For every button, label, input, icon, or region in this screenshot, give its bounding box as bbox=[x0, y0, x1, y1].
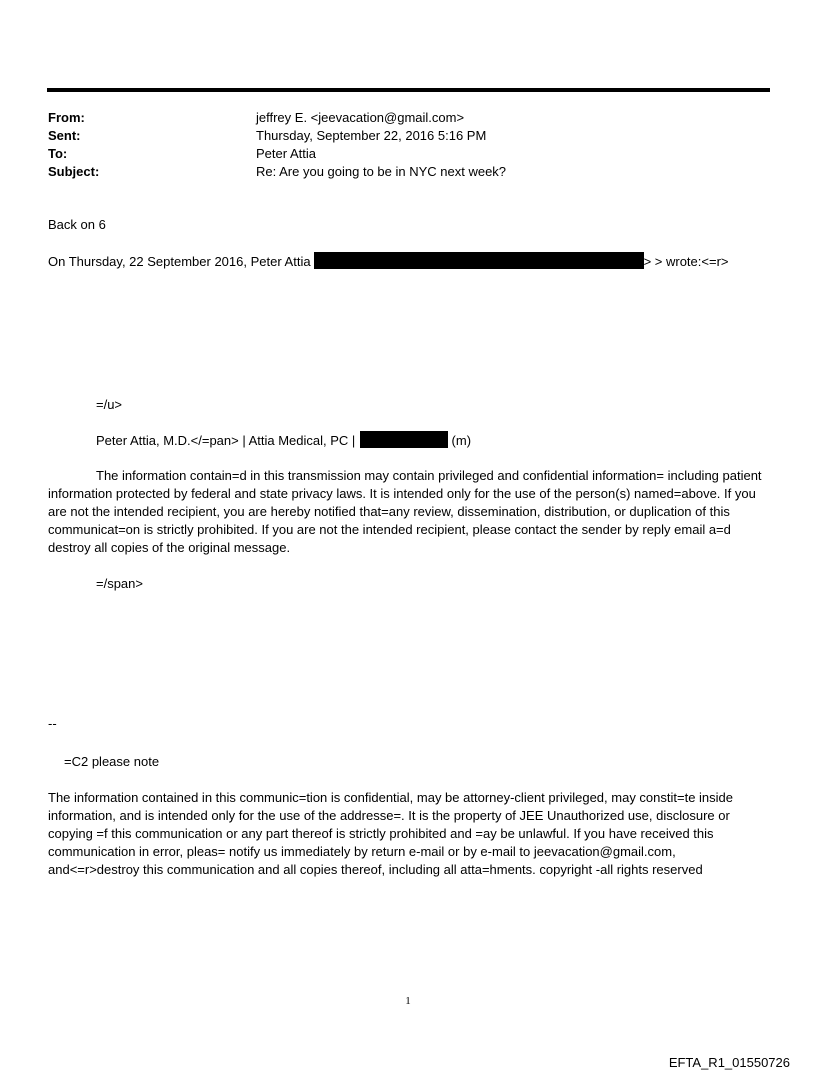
please-note: =C2 please note bbox=[64, 754, 160, 769]
from-label: From: bbox=[48, 110, 85, 125]
redaction-bar bbox=[314, 252, 644, 269]
to-value: Peter Attia bbox=[256, 146, 316, 161]
to-row bbox=[48, 145, 506, 163]
from-value: jeffrey E. <jeevacation@gmail.com> bbox=[256, 110, 465, 125]
to-label: To: bbox=[48, 146, 68, 161]
sent-label: Sent: bbox=[48, 128, 81, 143]
span-close-tag: =/span> bbox=[96, 576, 143, 591]
u-close-tag: =/u> bbox=[96, 397, 123, 412]
quote-prefix: On Thursday, 22 September 2016, Peter Attia bbox=[48, 254, 311, 269]
confidentiality-paragraph: The information contain=d in this transmission may contain privileged and confidential information= including patient information protected by federal and state privacy laws. It is intended only for the use of the person(s) named=above. If you are not the intended recipient, you are hereby notified that=any review, dissemination, distribution, or duplication of this communicat=on is strictly prohibited. If you are not the intended recipient, please contact the sender by reply email a=d destroy all copies of the original message. bbox=[48, 468, 762, 555]
disclaimer-paragraph: The information contained in this communic=tion is confidential, may be attorney-client privileged, may constit=te inside information, and is intended only for the use of the addresse=. It is the property of JEE Unauthorized use, disclosure or copying =f this communication or any part thereof is strictly prohibited and =ay be unlawful. If you have received this communication in error, pleas= notify us immediately by return e-mail or by e-mail to jeevacation@gmail.com, and<=r>destroy this communication and all copies thereof, including all atta=hments. copyright -all rights reserved bbox=[48, 790, 734, 877]
bates-number: EFTA_R1_01550726 bbox=[668, 1055, 790, 1070]
reply-line: Back on 6 bbox=[48, 217, 106, 232]
redaction-bar bbox=[360, 431, 448, 448]
sent-value: Thursday, September 22, 2016 5:16 PM bbox=[256, 128, 487, 143]
subject-value: Re: Are you going to be in NYC next week? bbox=[256, 164, 507, 179]
signature-separator: -- bbox=[48, 716, 57, 731]
header-rule bbox=[47, 88, 770, 92]
from-row bbox=[48, 109, 506, 127]
subject-row bbox=[48, 163, 506, 181]
quote-suffix: > > wrote:<=r> bbox=[643, 254, 729, 269]
signature-suffix: (m) bbox=[451, 433, 472, 448]
signature-line bbox=[48, 431, 770, 450]
signature-prefix: Peter Attia, M.D.</=pan> | Attia Medical, PC | bbox=[96, 433, 356, 448]
quote-header bbox=[48, 252, 770, 271]
email-header bbox=[48, 109, 506, 181]
sent-row bbox=[48, 127, 506, 145]
page-number: 1 bbox=[405, 995, 411, 1007]
subject-label: Subject: bbox=[48, 164, 100, 179]
